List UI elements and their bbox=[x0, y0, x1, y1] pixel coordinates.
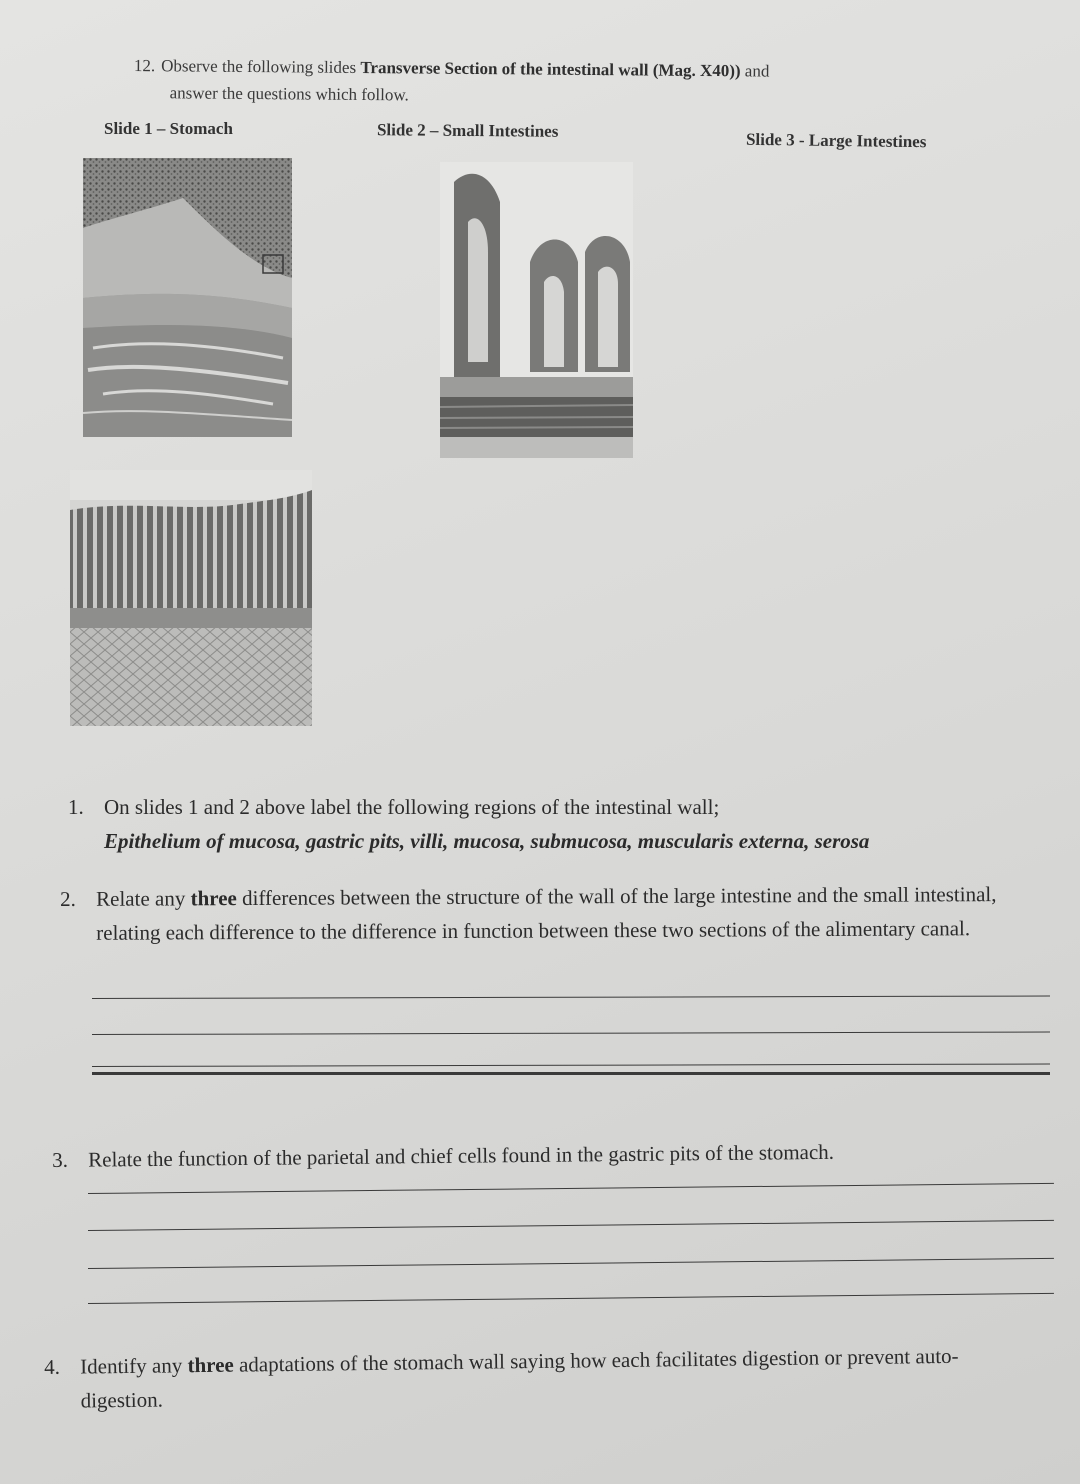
question-2-text-end: differences between the structure of the wall of the large intestine and the small intestinal, relating each difference to the difference in function between these two sections of the alimentary canal. bbox=[96, 882, 997, 945]
answer-line[interactable] bbox=[88, 1183, 1054, 1194]
answer-line[interactable] bbox=[92, 1072, 1050, 1075]
question-2-bold: three bbox=[190, 886, 237, 911]
question-2-number: 2. bbox=[60, 886, 76, 911]
question-1 bbox=[68, 790, 1008, 858]
question-1-number: 1. bbox=[68, 795, 84, 819]
heading-line-2: answer the questions which follow. bbox=[169, 83, 409, 105]
question-1-text: On slides 1 and 2 above label the following regions of the intestinal wall; bbox=[104, 795, 720, 819]
slide-2-title: Slide 2 – Small Intestines bbox=[376, 120, 559, 141]
answer-line[interactable] bbox=[88, 1258, 1054, 1269]
question-4-text: Identify any bbox=[80, 1353, 188, 1379]
small-intestine-micrograph bbox=[440, 162, 633, 458]
question-3-text: Relate the function of the parietal and chief cells found in the gastric pits of the stomach. bbox=[88, 1139, 835, 1172]
question-3 bbox=[52, 1133, 1012, 1177]
answer-line[interactable] bbox=[88, 1293, 1054, 1304]
question-3-number: 3. bbox=[52, 1147, 69, 1172]
answer-line[interactable] bbox=[88, 1220, 1054, 1231]
question-number: 12. bbox=[133, 55, 156, 76]
question-12-heading bbox=[134, 52, 994, 114]
slide-1-title: Slide 1 – Stomach bbox=[104, 119, 233, 138]
large-intestine-micrograph bbox=[70, 470, 312, 726]
slide-3-title: Slide 3 - Large Intestines bbox=[745, 129, 927, 152]
question-4-number: 4. bbox=[44, 1354, 61, 1379]
question-2 bbox=[60, 877, 1000, 950]
answer-line[interactable] bbox=[92, 1063, 1050, 1067]
question-4-bold: three bbox=[187, 1352, 234, 1378]
question-1-terms: Epithelium of mucosa, gastric pits, villi, mucosa, submucosa, muscularis externa, serosa bbox=[104, 829, 870, 853]
question-4 bbox=[44, 1338, 1005, 1418]
heading-text-end: and bbox=[740, 61, 770, 81]
heading-bold-text: Transverse Section of the intestinal wall (Mag. X40)) bbox=[360, 57, 741, 81]
answer-line[interactable] bbox=[92, 995, 1050, 999]
question-4-text-end: adaptations of the stomach wall saying how each facilitates digestion or prevent auto-digestion. bbox=[80, 1343, 959, 1413]
answer-line[interactable] bbox=[92, 1031, 1050, 1035]
question-2-text: Relate any bbox=[96, 886, 191, 911]
heading-text: Observe the following slides bbox=[161, 56, 361, 77]
stomach-micrograph bbox=[83, 158, 292, 437]
